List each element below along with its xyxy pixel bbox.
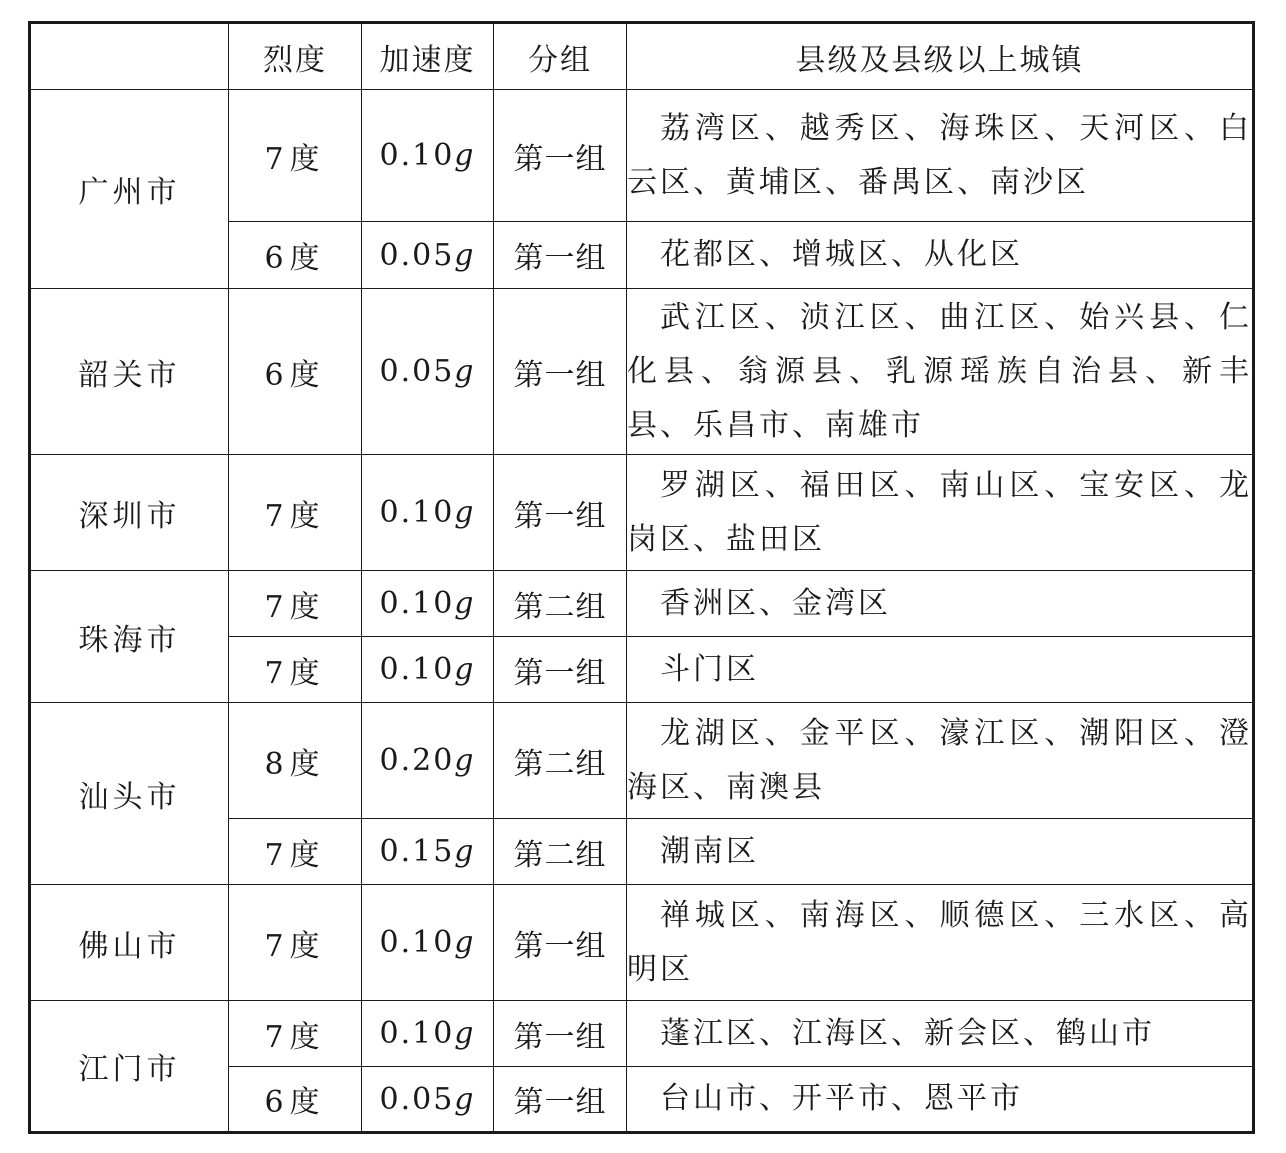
group-cell: 第一组 <box>494 1067 627 1133</box>
table-row <box>30 289 1254 455</box>
acceleration-cell <box>362 90 494 222</box>
group-cell: 第二组 <box>494 703 627 819</box>
city-cell: 佛山市 <box>30 885 229 1001</box>
group-cell: 第二组 <box>494 571 627 637</box>
intensity-cell: 7度 <box>229 1001 362 1067</box>
acceleration-cell <box>362 703 494 819</box>
towns-cell: 香洲区、金湾区 <box>627 571 1254 637</box>
intensity-cell: 7度 <box>229 571 362 637</box>
city-cell: 江门市 <box>30 1001 229 1133</box>
acceleration-unit: g <box>454 495 476 530</box>
table-row <box>30 571 1254 637</box>
acceleration-unit: g <box>454 237 476 273</box>
city-cell: 韶关市 <box>30 289 229 455</box>
group-cell: 第一组 <box>494 90 627 222</box>
acceleration-unit: g <box>454 743 476 778</box>
header-row <box>30 23 1254 90</box>
acceleration-unit: g <box>454 652 476 687</box>
acceleration-unit: g <box>454 138 476 173</box>
towns-cell: 荔湾区、越秀区、海珠区、天河区、白云区、黄埔区、番禺区、南沙区 <box>627 90 1254 222</box>
acceleration-cell <box>362 455 494 571</box>
towns-cell: 蓬江区、江海区、新会区、鹤山市 <box>627 1001 1254 1067</box>
header-group: 分组 <box>494 23 627 90</box>
towns-cell: 花都区、增城区、从化区 <box>627 222 1254 289</box>
acceleration-cell <box>362 637 494 703</box>
acceleration-cell <box>362 885 494 1001</box>
intensity-cell: 6度 <box>229 289 362 455</box>
group-cell: 第一组 <box>494 637 627 703</box>
acceleration-cell <box>362 819 494 885</box>
towns-cell: 罗湖区、福田区、南山区、宝安区、龙岗区、盐田区 <box>627 455 1254 571</box>
intensity-cell: 7度 <box>229 455 362 571</box>
intensity-cell: 6度 <box>229 1067 362 1133</box>
towns-cell: 龙湖区、金平区、濠江区、潮阳区、澄海区、南澳县 <box>627 703 1254 819</box>
towns-cell: 武江区、浈江区、曲江区、始兴县、仁化县、翁源县、乳源瑶族自治县、新丰县、乐昌市、南雄市 <box>627 289 1254 455</box>
city-cell: 深圳市 <box>30 455 229 571</box>
acceleration-value: 0.10 <box>379 652 455 687</box>
acceleration-cell <box>362 571 494 637</box>
intensity-cell: 6度 <box>229 222 362 289</box>
acceleration-value: 0.05 <box>379 354 455 389</box>
towns-cell: 台山市、开平市、恩平市 <box>627 1067 1254 1133</box>
acceleration-value: 0.20 <box>379 743 455 778</box>
acceleration-cell <box>362 289 494 455</box>
intensity-cell: 7度 <box>229 637 362 703</box>
acceleration-unit: g <box>454 925 476 960</box>
acceleration-value: 0.10 <box>379 925 455 960</box>
acceleration-value: 0.15 <box>379 834 455 869</box>
acceleration-value: 0.05 <box>379 237 455 273</box>
acceleration-unit: g <box>454 354 476 389</box>
table-row <box>30 703 1254 819</box>
group-cell: 第一组 <box>494 1001 627 1067</box>
header-intensity: 烈度 <box>229 23 362 90</box>
table-row <box>30 1001 1254 1067</box>
acceleration-unit: g <box>454 834 476 869</box>
acceleration-value: 0.10 <box>379 1016 455 1051</box>
group-cell: 第二组 <box>494 819 627 885</box>
towns-cell: 禅城区、南海区、顺德区、三水区、高明区 <box>627 885 1254 1001</box>
seismic-zoning-table <box>28 21 1255 1134</box>
city-cell: 广州市 <box>30 90 229 289</box>
acceleration-value: 0.05 <box>379 1081 455 1117</box>
intensity-cell: 7度 <box>229 819 362 885</box>
table-row <box>30 90 1254 222</box>
group-cell: 第一组 <box>494 455 627 571</box>
acceleration-unit: g <box>454 1081 476 1117</box>
acceleration-cell <box>362 222 494 289</box>
acceleration-cell <box>362 1001 494 1067</box>
acceleration-unit: g <box>454 586 476 621</box>
group-cell: 第一组 <box>494 289 627 455</box>
group-cell: 第一组 <box>494 885 627 1001</box>
group-cell: 第一组 <box>494 222 627 289</box>
table-row <box>30 885 1254 1001</box>
city-cell: 汕头市 <box>30 703 229 885</box>
header-towns: 县级及县级以上城镇 <box>627 23 1254 90</box>
table-row <box>30 455 1254 571</box>
header-city <box>30 23 229 90</box>
city-cell: 珠海市 <box>30 571 229 703</box>
intensity-cell: 7度 <box>229 885 362 1001</box>
acceleration-value: 0.10 <box>379 495 455 530</box>
acceleration-value: 0.10 <box>379 586 455 621</box>
intensity-cell: 7度 <box>229 90 362 222</box>
towns-cell: 潮南区 <box>627 819 1254 885</box>
acceleration-value: 0.10 <box>379 138 455 173</box>
acceleration-cell <box>362 1067 494 1133</box>
header-acceleration: 加速度 <box>362 23 494 90</box>
intensity-cell: 8度 <box>229 703 362 819</box>
acceleration-unit: g <box>454 1016 476 1051</box>
towns-cell: 斗门区 <box>627 637 1254 703</box>
